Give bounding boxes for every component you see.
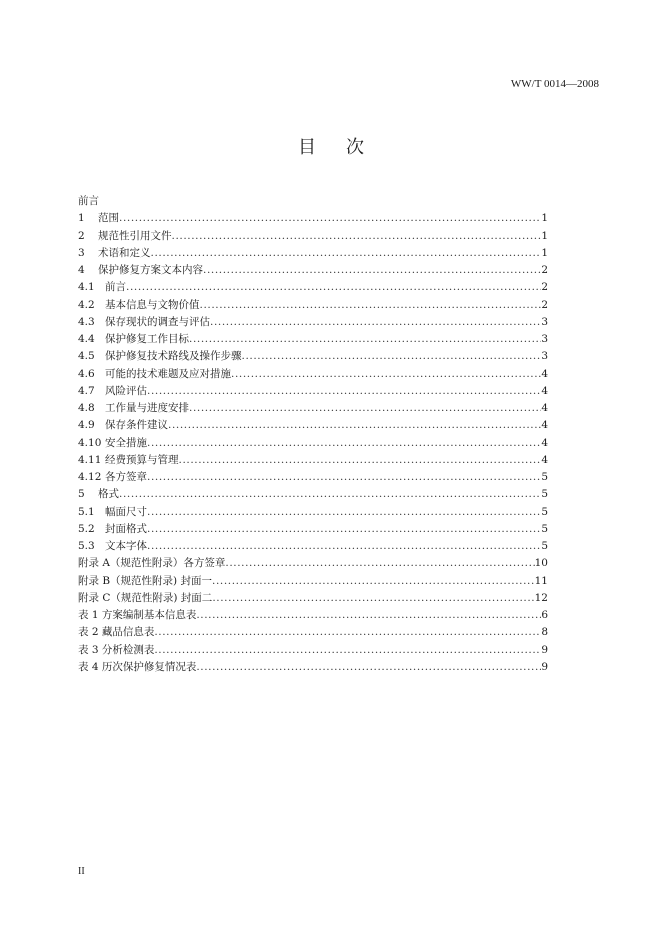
toc-entry-label: 基本信息与文物价值 xyxy=(105,298,200,311)
toc-entry-label: 保护修复技术路线及操作步骤 xyxy=(105,350,242,363)
toc-leader-dots xyxy=(189,400,541,417)
toc-entry-number: 5.1 xyxy=(78,505,95,518)
toc-entry[interactable] xyxy=(78,245,548,262)
toc-entry-page: 6 xyxy=(541,609,548,621)
toc-entry[interactable] xyxy=(78,383,548,400)
toc-entry-label: 范围 xyxy=(98,212,119,225)
toc-entry[interactable] xyxy=(78,331,548,348)
toc-entry-page: 8 xyxy=(541,626,548,639)
toc-entry[interactable] xyxy=(78,435,548,452)
standard-code: WW/T 0014—2008 xyxy=(510,78,599,90)
toc-entry-number: 4.8 xyxy=(78,402,95,414)
page-title xyxy=(0,137,662,159)
title-char-2: 次 xyxy=(346,137,364,158)
toc-entry-label: 格式 xyxy=(98,488,119,501)
toc-entry[interactable] xyxy=(78,538,548,555)
toc-entry-label: 前言 xyxy=(78,195,99,207)
toc-leader-dots xyxy=(189,331,541,348)
toc-entry-label: 保存现状的调查与评估 xyxy=(105,315,210,328)
toc-leader-dots xyxy=(231,366,541,383)
toc-entry-number: 4.4 xyxy=(78,333,95,345)
toc-entry-page: 5 xyxy=(541,471,548,483)
toc-entry-page: 5 xyxy=(541,488,548,501)
toc-leader-dots xyxy=(147,504,541,521)
toc-leader-dots xyxy=(212,590,534,607)
toc-entry-number: 4 xyxy=(78,264,85,276)
toc-entry-number: 4.12 xyxy=(78,471,102,483)
toc-entry[interactable] xyxy=(78,469,548,486)
toc-entry-label: 文本字体 xyxy=(105,540,147,552)
toc-entry-page: 4 xyxy=(541,419,548,432)
toc-entry-label: 术语和定义 xyxy=(98,246,151,259)
toc-entry-number: 4.7 xyxy=(78,384,95,397)
toc-leader-dots xyxy=(147,435,541,452)
toc-entry[interactable] xyxy=(78,417,548,434)
toc-entry-page: 3 xyxy=(541,333,548,345)
toc-leader-dots xyxy=(200,297,542,314)
toc-entry-page: 11 xyxy=(534,574,548,587)
toc-entry-label: 表 2 藏品信息表 xyxy=(78,626,155,639)
toc-leader-dots xyxy=(242,348,542,365)
toc-entry-page: 4 xyxy=(541,453,548,466)
toc-entry-number: 4.10 xyxy=(78,436,102,449)
table-of-contents xyxy=(78,193,548,676)
toc-entry-label: 表 4 历次保护修复情况表 xyxy=(78,660,197,673)
toc-leader-dots xyxy=(126,279,541,296)
toc-entry-label: 风险评估 xyxy=(105,384,147,397)
toc-entry-page: 2 xyxy=(541,264,548,276)
toc-entry-page: 5 xyxy=(541,540,548,552)
toc-entry[interactable] xyxy=(78,348,548,365)
toc-entry-page: 4 xyxy=(541,402,548,414)
toc-entry[interactable] xyxy=(78,624,548,641)
toc-entry-number: 4.6 xyxy=(78,367,95,380)
toc-entry-number: 2 xyxy=(78,229,85,242)
toc-entry-page: 10 xyxy=(534,557,548,570)
toc-leader-dots xyxy=(147,383,541,400)
toc-entry[interactable] xyxy=(78,193,548,210)
toc-entry-page: 5 xyxy=(541,505,548,518)
toc-leader-dots xyxy=(147,469,541,486)
toc-entry-page: 1 xyxy=(541,229,548,242)
toc-entry-label: 可能的技术难题及应对措施 xyxy=(105,367,231,380)
toc-entry-label: 附录 B（规范性附录) 封面一 xyxy=(78,574,212,587)
toc-entry-page: 12 xyxy=(534,591,548,604)
toc-entry-label: 保护修复工作目标 xyxy=(105,333,189,345)
toc-entry[interactable] xyxy=(78,228,548,245)
toc-entry[interactable] xyxy=(78,573,548,590)
toc-entry-label: 附录 C（规范性附录) 封面二 xyxy=(78,591,213,604)
toc-entry[interactable] xyxy=(78,555,548,572)
toc-leader-dots xyxy=(154,624,541,641)
toc-entry-label: 保存条件建议 xyxy=(105,419,168,432)
toc-leader-dots xyxy=(196,659,541,676)
toc-leader-dots xyxy=(172,228,542,245)
toc-entry-page: 3 xyxy=(541,315,548,328)
toc-entry-number: 5.3 xyxy=(78,540,95,552)
toc-entry-number: 5.2 xyxy=(78,522,95,535)
toc-entry[interactable] xyxy=(78,642,548,659)
toc-entry-page: 1 xyxy=(541,246,548,259)
toc-entry-page: 3 xyxy=(541,350,548,363)
toc-entry[interactable] xyxy=(78,297,548,314)
toc-leader-dots xyxy=(210,314,541,331)
toc-entry-number: 4.11 xyxy=(78,453,102,466)
toc-leader-dots xyxy=(212,573,535,590)
toc-entry-page: 4 xyxy=(541,436,548,449)
toc-entry[interactable] xyxy=(78,366,548,383)
toc-entry-page: 2 xyxy=(541,298,548,311)
toc-entry[interactable] xyxy=(78,279,548,296)
toc-entry[interactable] xyxy=(78,504,548,521)
toc-leader-dots xyxy=(151,245,542,262)
toc-entry-number: 4.2 xyxy=(78,298,95,311)
toc-leader-dots xyxy=(154,642,541,659)
toc-entry[interactable] xyxy=(78,452,548,469)
toc-leader-dots xyxy=(179,452,542,469)
toc-entry-page: 5 xyxy=(541,522,548,535)
toc-entry-label: 表 1 方案编制基本信息表 xyxy=(78,609,197,621)
toc-entry-number: 1 xyxy=(78,212,85,225)
toc-entry-page: 4 xyxy=(541,384,548,397)
toc-leader-dots xyxy=(203,262,541,279)
toc-entry[interactable] xyxy=(78,607,548,624)
toc-entry-page: 1 xyxy=(541,212,548,225)
toc-entry[interactable] xyxy=(78,486,548,503)
title-char-1: 目 xyxy=(298,137,316,158)
toc-entry-page: 4 xyxy=(541,367,548,380)
toc-entry-number: 4.1 xyxy=(78,281,95,294)
toc-entry-label: 各方签章 xyxy=(105,471,147,483)
toc-leader-dots xyxy=(196,607,541,624)
toc-entry-page: 2 xyxy=(541,281,548,294)
toc-leader-dots xyxy=(119,210,541,227)
toc-entry-label: 封面格式 xyxy=(105,522,147,535)
toc-entry-label: 表 3 分析检测表 xyxy=(78,643,155,656)
toc-entry-number: 4.5 xyxy=(78,350,95,363)
toc-entry-label: 幅面尺寸 xyxy=(105,505,147,518)
toc-entry-number: 5 xyxy=(78,488,85,501)
toc-entry[interactable] xyxy=(78,262,548,279)
toc-entry-number: 4.3 xyxy=(78,315,95,328)
page-number: II xyxy=(78,866,85,877)
toc-entry-label: 附录 A（规范性附录）各方签章 xyxy=(78,557,226,570)
toc-leader-dots xyxy=(119,486,541,503)
toc-entry[interactable] xyxy=(78,590,548,607)
toc-entry[interactable] xyxy=(78,400,548,417)
toc-entry-label: 前言 xyxy=(105,281,126,294)
toc-entry-label: 工作量与进度安排 xyxy=(105,402,189,414)
toc-entry[interactable] xyxy=(78,659,548,676)
toc-entry-label: 规范性引用文件 xyxy=(98,229,172,242)
toc-entry[interactable] xyxy=(78,314,548,331)
toc-entry-number: 4.9 xyxy=(78,419,95,432)
toc-leader-dots xyxy=(147,521,541,538)
toc-entry-label: 安全措施 xyxy=(105,436,147,449)
toc-leader-dots xyxy=(168,417,541,434)
toc-entry-page: 9 xyxy=(541,643,548,656)
toc-entry-label: 保护修复方案文本内容 xyxy=(98,264,203,276)
toc-leader-dots xyxy=(225,555,534,572)
toc-entry[interactable] xyxy=(78,210,548,227)
toc-entry[interactable] xyxy=(78,521,548,538)
toc-entry-label: 经费预算与管理 xyxy=(105,453,179,466)
toc-entry-page: 9 xyxy=(541,660,548,673)
toc-entry-number: 3 xyxy=(78,246,85,259)
toc-leader-dots xyxy=(147,538,541,555)
